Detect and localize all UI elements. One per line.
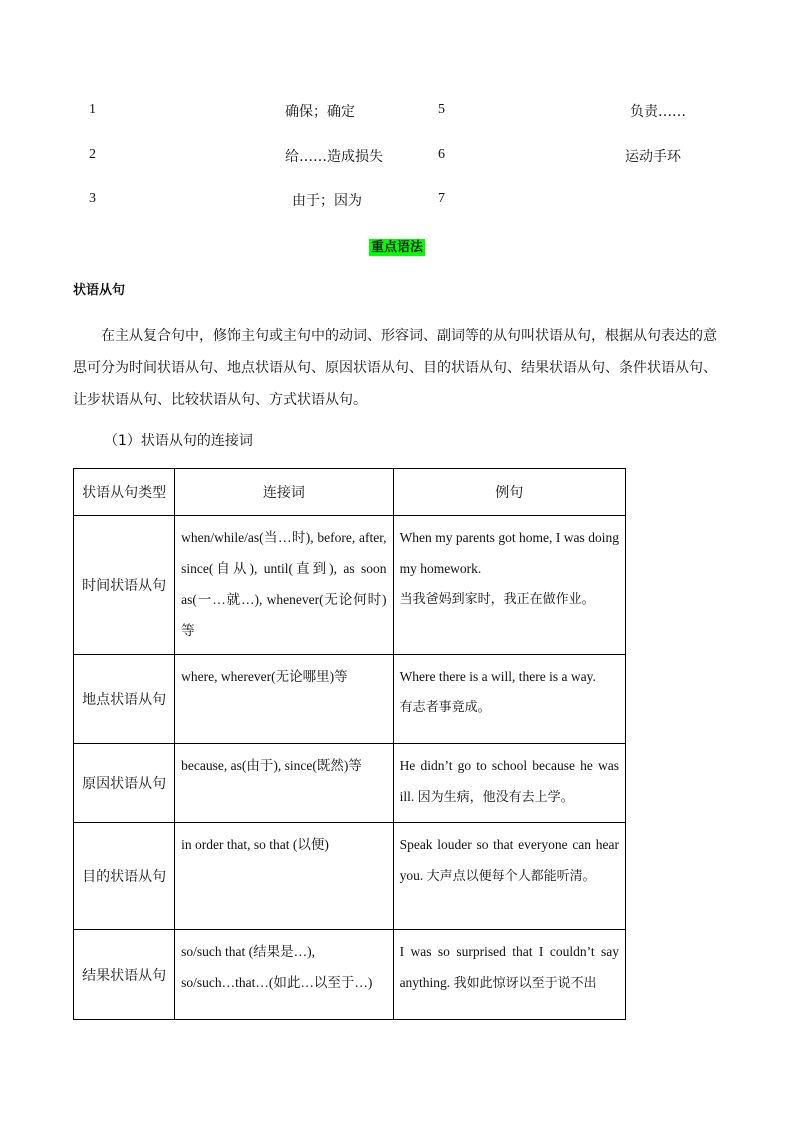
connectives-line: so/such…that…(如此…以至于…): [181, 975, 373, 990]
clause-type-cell: 原因状语从句: [74, 744, 175, 823]
connectives-cell: [175, 744, 393, 823]
connectives-line: so/such that (结果是…),: [181, 944, 316, 959]
example-text: [394, 823, 625, 896]
table-header-row: [74, 469, 626, 516]
vocab-meaning: 确保；确定: [285, 104, 355, 120]
connectives-text: [175, 930, 392, 1002]
connectives-cell: [175, 930, 393, 1020]
clause-type-cell: 时间状语从句: [74, 516, 175, 655]
example-chinese: 我如此惊讶以至于说不出: [453, 976, 597, 991]
table-row: [74, 516, 626, 655]
example-text: [394, 516, 625, 619]
section-heading: [0, 236, 794, 255]
example-english: He didn’t go to school because he was ill.: [399, 758, 619, 804]
example-text: [394, 744, 625, 817]
vocab-number: 5: [438, 102, 445, 117]
connectives-text: in order that, so that (以便): [181, 837, 329, 852]
connectives-text: because, as(由于), since(既然)等: [181, 758, 362, 773]
clause-type-cell: 地点状语从句: [74, 655, 175, 744]
table-header-cell: 例句: [393, 469, 625, 516]
section-heading-highlight: 重点语法: [370, 240, 423, 255]
example-cell: [393, 744, 625, 823]
table-row: [74, 655, 626, 744]
vocab-meaning: 给……造成损失: [285, 149, 383, 165]
example-english: Where there is a will, there is a way.: [399, 669, 596, 684]
example-cell: [393, 930, 625, 1020]
connectives-cell: [175, 516, 393, 655]
vocab-meaning: 由于；因为: [292, 193, 362, 209]
grammar-table: [73, 468, 626, 1020]
vocab-row: [0, 190, 794, 212]
vocab-number: 7: [438, 191, 445, 206]
example-chinese: 当我爸妈到家时，我正在做作业。: [399, 592, 595, 607]
connectives-cell: [175, 655, 393, 744]
table-header-cell: 连接词: [175, 469, 393, 516]
example-text: [394, 655, 625, 727]
connectives-text: where, wherever(无论哪里)等: [181, 669, 348, 684]
vocab-meaning: 运动手环: [625, 149, 681, 165]
example-cell: [393, 516, 625, 655]
example-cell: [393, 823, 625, 930]
example-english: I was so surprised that I couldn’t say anything.: [399, 944, 619, 990]
vocab-meaning: 负责……: [630, 104, 686, 120]
intro-paragraph: 在主从复合句中，修饰主句或主句中的动词、形容词、副词等的从句叫状语从句，根据从句表达的意思可分为时间状语从句、地点状语从句、原因状语从句、目的状语从句、结果状语从句、条件状语从句、让步状语从句、比较状语从句、方式状语从句。: [73, 328, 717, 408]
vocab-number: 3: [89, 191, 96, 206]
vocab-number: 1: [89, 102, 96, 117]
example-chinese: 因为生病，他没有去上学。: [417, 790, 574, 805]
vocab-row: [0, 101, 794, 123]
table-row: [74, 744, 626, 823]
connectives-cell: [175, 823, 393, 930]
table-header-cell: 状语从句类型: [74, 469, 175, 516]
vocab-row: [0, 146, 794, 168]
example-text: [394, 930, 625, 1003]
connectives-text: when/while/as(当…时), before, after, since(自从), until(直到), as soon as(一…就…), whenever(无论何时)等: [181, 530, 387, 638]
example-english: Speak louder so that everyone can hear you.: [399, 837, 619, 883]
table-row: [74, 930, 626, 1020]
vocab-number: 2: [89, 147, 96, 162]
example-cell: [393, 655, 625, 744]
table-row: [74, 823, 626, 930]
example-chinese: 有志者事竟成。: [399, 700, 491, 715]
example-english: When my parents got home, I was doing my homework.: [399, 530, 619, 576]
clause-type-cell: 目的状语从句: [74, 823, 175, 930]
vocab-number: 6: [438, 147, 445, 162]
example-chinese: 大声点以便每个人都能听清。: [426, 869, 596, 884]
table-caption: （1）状语从句的连接词: [104, 433, 253, 449]
sub-heading: 状语从句: [73, 283, 126, 298]
clause-type-cell: 结果状语从句: [74, 930, 175, 1020]
